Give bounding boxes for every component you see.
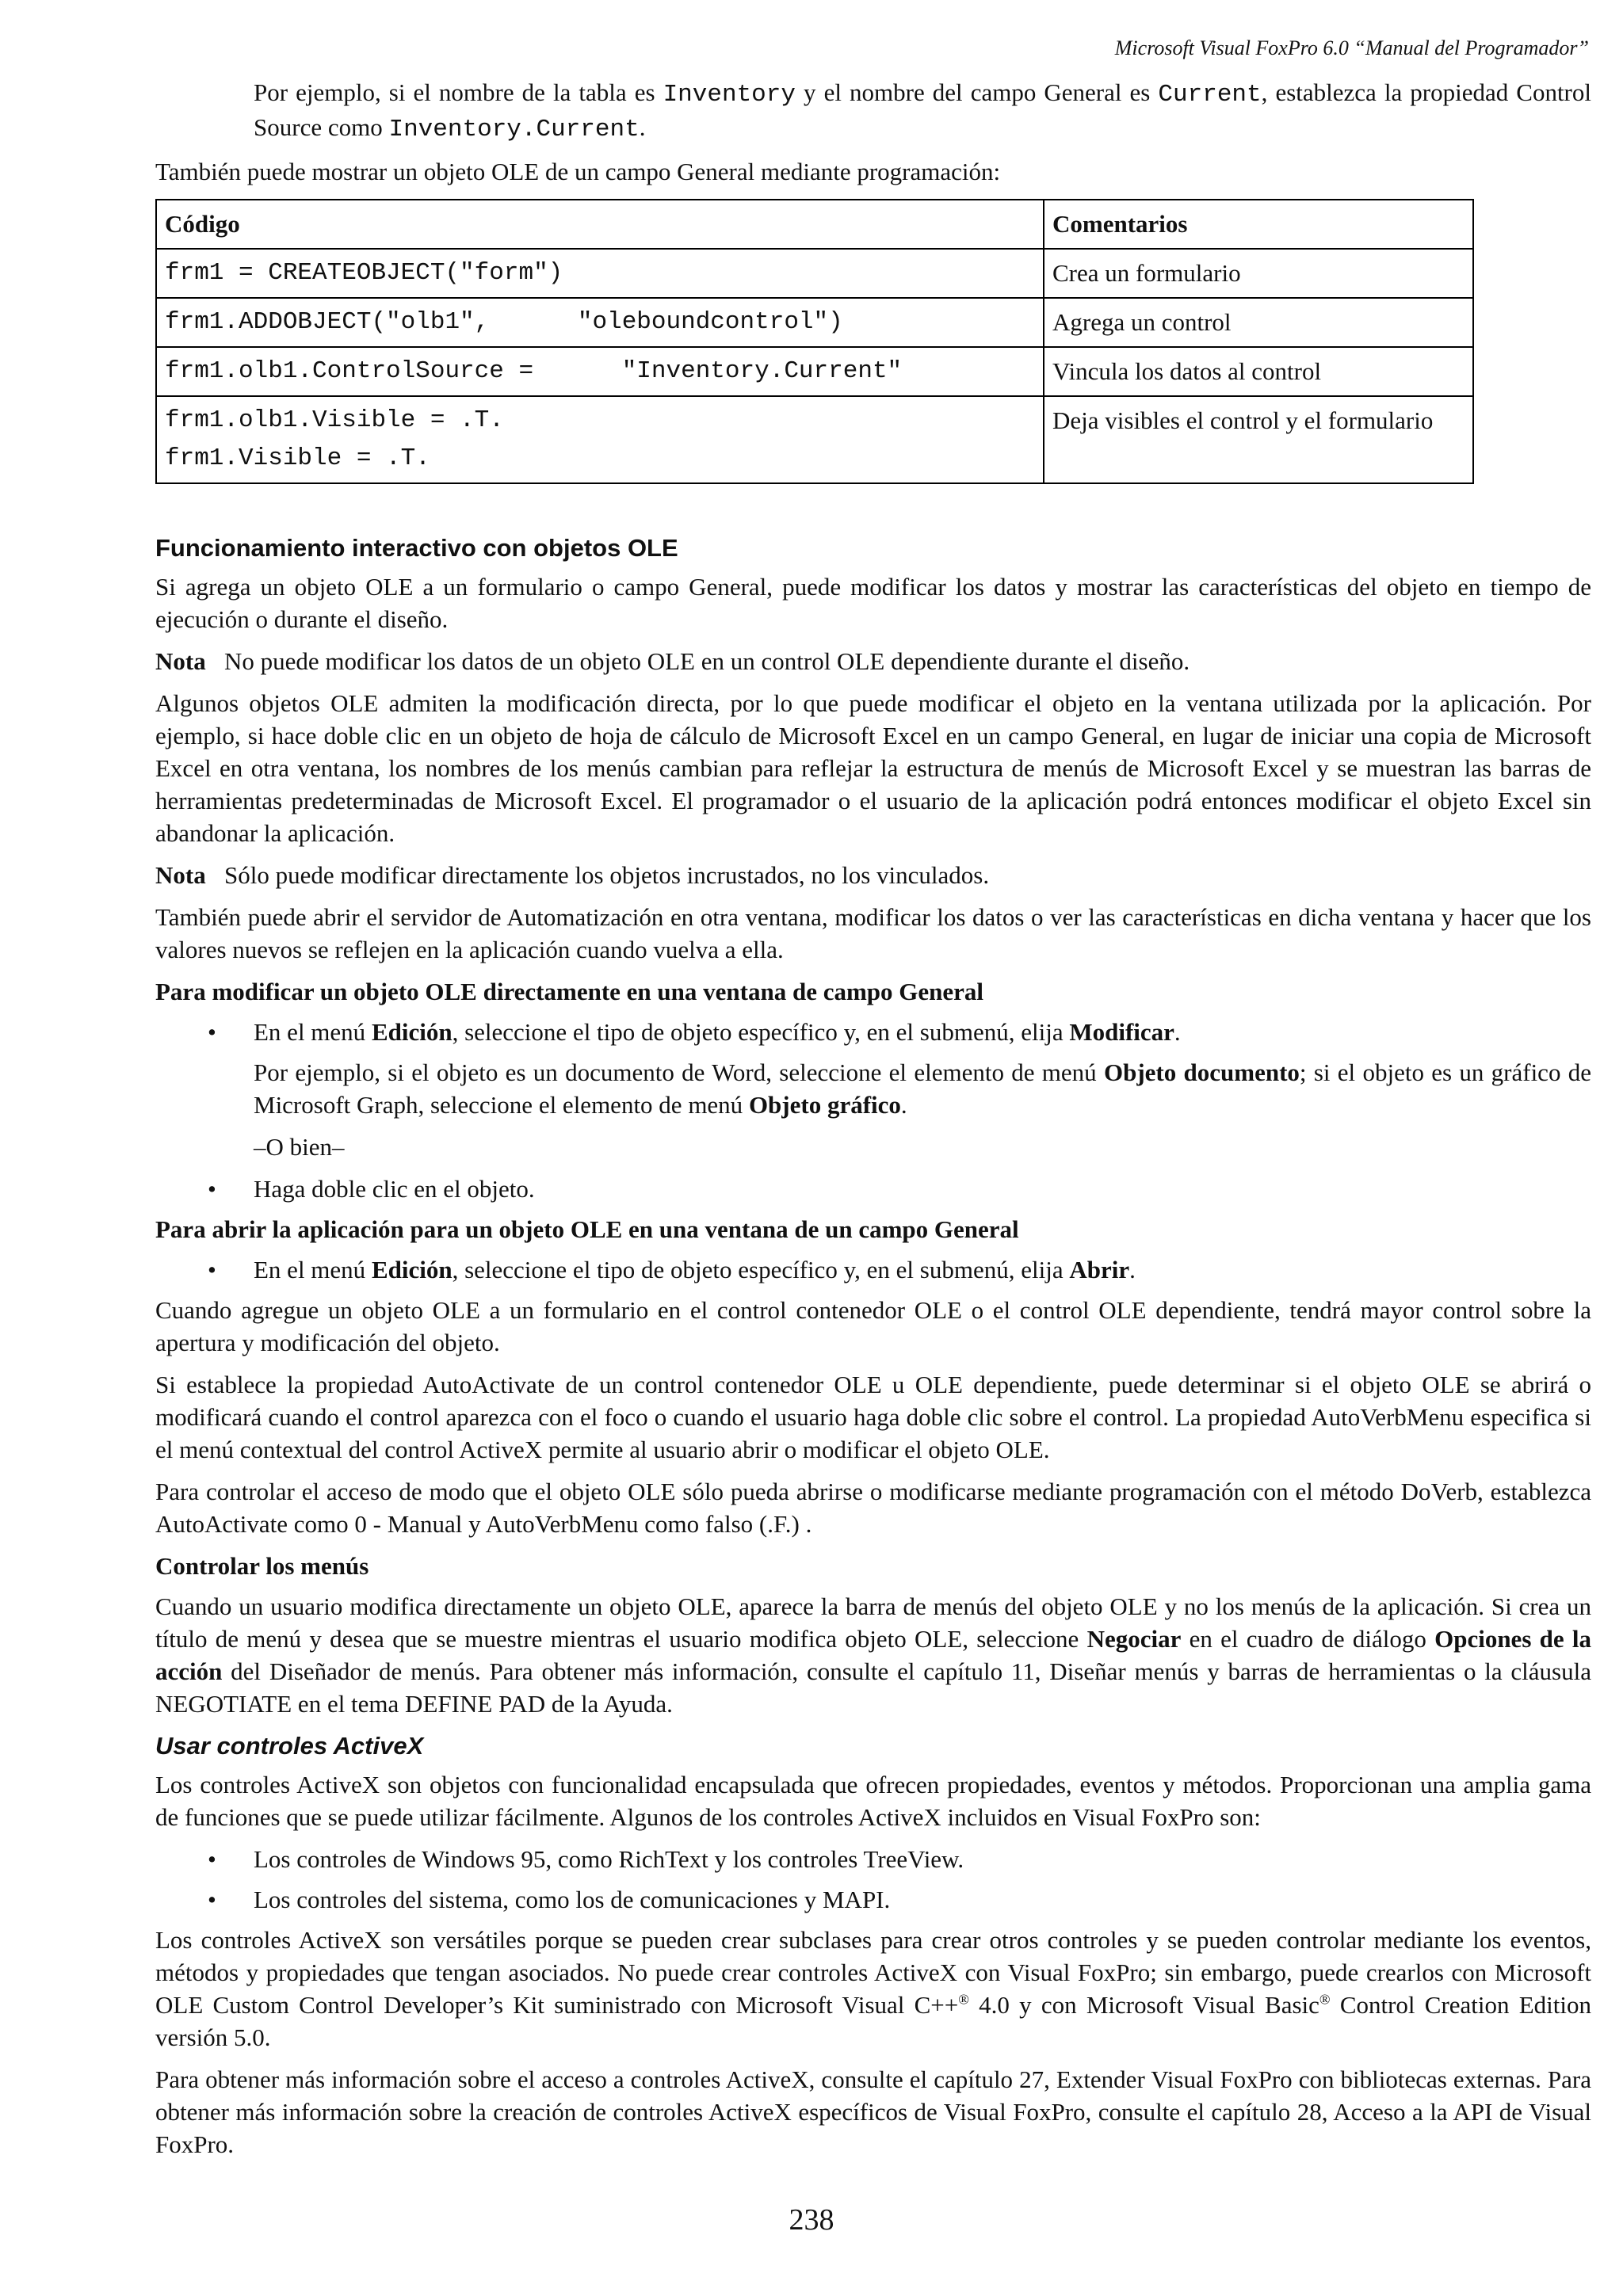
list-item-detail: Por ejemplo, si el objeto es un documento de Word, seleccione el elemento de menú Objeto documento; si el objeto es un gráfico de Microsoft Graph, seleccione el elemento de menú Objeto gráfico. (254, 1058, 1591, 1119)
paragraph: Algunos objetos OLE admiten la modificación directa, por lo que puede modificar el objeto en la ventana utilizada por la aplicación. Por ejemplo, si hace doble clic en un objeto de hoja de cálculo de Microsoft Excel en un campo General, en lugar de iniciar una copia de Microsoft Excel en otra ventana, los nombres de los menús cambian para reflejar la estructura de menús de Microsoft Excel y se muestran las barras de herramientas predeterminadas de Microsoft Excel. El programador o el usuario de la aplicación podrá entonces modificar el objeto Excel sin abandonar la aplicación. (155, 689, 1591, 847)
paragraph: Cuando agregue un objeto OLE a un formulario en el control contenedor OLE o el control OLE dependiente, tendrá mayor control sobre la apertura y modificación del objeto. (155, 1296, 1591, 1356)
running-header: Microsoft Visual FoxPro 6.0 “Manual del Programador” (1114, 36, 1589, 59)
note: Nota No puede modificar los datos de un objeto OLE en un control OLE dependiente durante el diseño. (155, 647, 1190, 675)
list-item: • En el menú Edición, seleccione el tipo de objeto específico y, en el submenú, elija Modificar. (155, 1016, 1591, 1048)
table-row (156, 298, 1473, 347)
code-control-source: Inventory.Current (388, 116, 640, 143)
intro-paragraph-2: También puede mostrar un objeto OLE de un campo General mediante programación: (155, 158, 1001, 185)
procedure-title: Para modificar un objeto OLE directamente en una ventana de campo General (155, 978, 984, 1005)
bullet-icon: • (208, 1018, 216, 1046)
bullet-icon: • (208, 1175, 216, 1203)
bullet-icon: • (208, 1845, 216, 1873)
paragraph: Cuando un usuario modifica directamente un objeto OLE, aparece la barra de menús del objeto OLE y no los menús de la aplicación. Si crea un título de menú y desea que se muestre mientras el usuario modifica objeto OLE, seleccione Negociar en el cuadro de diálogo Opciones de la acción del Diseñador de menús. Para obtener más información, consulte el capítulo 11, Diseñar menús y barras de herramientas o la cláusula NEGOTIATE en el tema DEFINE PAD de la Ayuda. (155, 1592, 1592, 1718)
list-item: • En el menú Edición, seleccione el tipo de objeto específico y, en el submenú, elija Abrir. (155, 1253, 1591, 1286)
list-item: • Los controles del sistema, como los de comunicaciones y MAPI. (155, 1883, 1591, 1916)
code-cell: frm1.ADDOBJECT("olb1", "oleboundcontrol") (156, 298, 1044, 347)
note-label: Nota (155, 861, 206, 889)
comment-cell: Deja visibles el control y el formulario (1044, 396, 1473, 483)
bullet-icon: • (208, 1256, 216, 1283)
bullet-icon: • (208, 1886, 216, 1913)
procedure-title: Para abrir la aplicación para un objeto OLE en una ventana de un campo General (155, 1215, 1019, 1243)
code-table-name: Inventory (663, 81, 796, 109)
comment-cell: Agrega un control (1044, 298, 1473, 347)
comment-cell: Vincula los datos al control (1044, 347, 1473, 396)
table-row (156, 347, 1473, 396)
comment-cell: Crea un formulario (1044, 249, 1473, 298)
section-title: Funcionamiento interactivo con objetos OLE (155, 534, 678, 562)
page-number: 238 (789, 2203, 834, 2237)
note: Nota Sólo puede modificar directamente los objetos incrustados, no los vinculados. (155, 861, 990, 889)
subsection-title: Controlar los menús (155, 1552, 369, 1580)
paragraph: También puede abrir el servidor de Automatización en otra ventana, modificar los datos o ver las características en dicha ventana y hacer que los valores nuevos se reflejen en la aplicación cuando vuelva a ella. (155, 903, 1591, 963)
paragraph: Si establece la propiedad AutoActivate de un control contenedor OLE u OLE dependiente, puede determinar si el objeto OLE se abrirá o modificará cuando el control aparezca con el foco o cuando el usuario haga doble clic sobre el control. La propiedad AutoVerbMenu especifica si el menú contextual del control ActiveX permite al usuario abrir o modificar el objeto OLE. (155, 1371, 1591, 1463)
table-row (156, 249, 1473, 298)
code-table-header (156, 200, 1473, 249)
section-title: Usar controles ActiveX (155, 1732, 424, 1760)
code-cell: frm1.olb1.Visible = .T. frm1.Visible = .T. (156, 396, 1044, 483)
intro-paragraph: Por ejemplo, si el nombre de la tabla es Inventory y el nombre del campo General es Current, establezca la propiedad Control Source como Inventory.Current. (254, 78, 1591, 143)
code-field-name: Current (1158, 81, 1262, 109)
code-cell: frm1 = CREATEOBJECT("form") (156, 249, 1044, 298)
header-code: Código (156, 200, 1044, 249)
code-table (155, 199, 1474, 484)
page-body (155, 76, 1591, 2170)
note-label: Nota (155, 647, 206, 675)
paragraph: Los controles ActiveX son objetos con funcionalidad encapsulada que ofrecen propiedades, eventos y métodos. Proporcionan una amplia gama de funciones que se puede utilizar fácilmente. Algunos de los controles ActiveX incluidos en Visual FoxPro son: (155, 1771, 1591, 1831)
list-item: • Haga doble clic en el objeto. (155, 1173, 1591, 1205)
header-comments: Comentarios (1044, 200, 1473, 249)
registered-mark: ® (1319, 1991, 1331, 2008)
list-item: • Los controles de Windows 95, como RichText y los controles TreeView. (155, 1843, 1591, 1875)
code-cell: frm1.olb1.ControlSource = "Inventory.Current" (156, 347, 1044, 396)
registered-mark: ® (958, 1991, 969, 2008)
paragraph: Para controlar el acceso de modo que el objeto OLE sólo pueda abrirse o modificarse mediante programación con el método DoVerb, establezca AutoActivate como 0 - Manual y AutoVerbMenu como falso (.F.) . (155, 1478, 1591, 1538)
paragraph: Para obtener más información sobre el acceso a controles ActiveX, consulte el capítulo 27, Extender Visual FoxPro con bibliotecas externas. Para obtener más información sobre la creación de controles ActiveX específicos de Visual FoxPro, consulte el capítulo 28, Acceso a la API de Visual FoxPro. (155, 2065, 1591, 2158)
or-separator: –O bien– (254, 1133, 345, 1161)
paragraph: Los controles ActiveX son versátiles porque se pueden crear subclases para crear otros controles y se pueden controlar mediante los eventos, métodos y propiedades que tengan asociados. No puede crear controles ActiveX con Visual FoxPro; sin embargo, puede crearlos con Microsoft OLE Custom Control Developer’s Kit suministrado con Microsoft Visual C++® 4.0 y con Microsoft Visual Basic® Control Creation Edition versión 5.0. (155, 1926, 1591, 2051)
paragraph: Si agrega un objeto OLE a un formulario o campo General, puede modificar los datos y mostrar las características del objeto en tiempo de ejecución o durante el diseño. (155, 573, 1591, 633)
table-row (156, 396, 1473, 483)
